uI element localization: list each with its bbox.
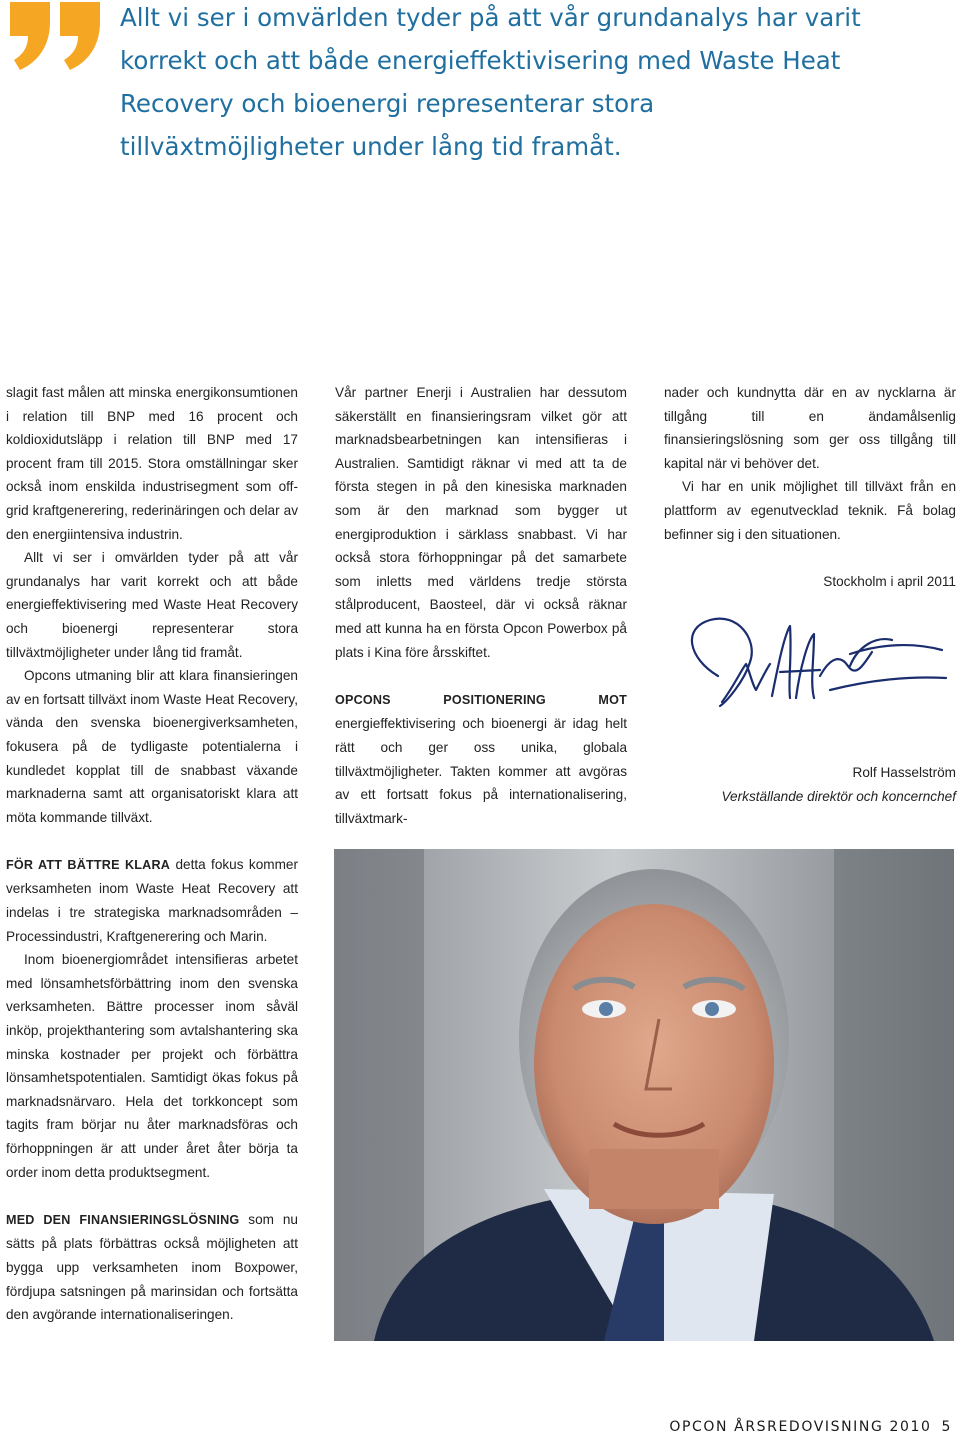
column1-text-4: detta fokus kommer verksamheten inom Waste Heat Recovery att indelas i tre strategiska marknadsområden – Processindustri, Kraftgenerering och Marin. xyxy=(6,856,298,944)
pull-quote: Allt vi ser i omvärlden tyder på att vår grundanalys har varit korrekt och att både energieffektivisering med Waste Heat Recovery och bioenergi representerar stora tillväxtmöjligheter under lång tid framåt. xyxy=(120,3,861,161)
signature xyxy=(680,606,950,718)
column1-lead-6: MED DEN FINANSIERINGSLÖSNING xyxy=(6,1212,240,1227)
signature-block xyxy=(664,761,956,808)
page-footer xyxy=(669,1419,952,1435)
column-2 xyxy=(335,381,627,830)
column-3 xyxy=(664,381,956,593)
column1-paragraph-4 xyxy=(6,853,298,948)
column2-lead-2: OPCONS POSITIONERING MOT xyxy=(335,692,627,707)
column1-paragraph-2: Allt vi ser i omvärlden tyder på att vår grundanalys har varit korrekt och att både energieffektivisering med Waste Heat Recovery och bioenergi representerar stora tillväxtmöjligheter under lång tid framåt. xyxy=(6,550,298,660)
page-number: 5 xyxy=(941,1419,952,1435)
column1-lead-4: FÖR ATT BÄTTRE KLARA xyxy=(6,857,171,872)
publication-title: OPCON ÅRSREDOVISNING 2010 xyxy=(669,1419,932,1435)
column2-paragraph-1: Vår partner Enerji i Australien har dessutom säkerställt en finansieringsram vilket gör att marknadsbearbetningen kan intensifieras i Australien. Samtidigt räknar vi med att ta de första stegen in på den kinesiska marknaden som är den marknad som bygger ut energiproduktion i särklass snabbast. Vi har också stora förhoppningar på det samarbete som inletts med världens tredje största stålproducent, Baosteel, där vi också räknar med att kunna ha en första Opcon Powerbox på plats i Kina före årsskiftet. xyxy=(335,385,627,660)
quote-icon xyxy=(6,0,106,72)
portrait-photo xyxy=(334,849,954,1341)
column3-paragraph-1: nader och kundnytta där en av nycklarna är tillgång till en ändamålsenlig finansieringslösning som ger oss tillgång till kapital när vi behöver det. xyxy=(664,385,956,471)
column1-paragraph-6 xyxy=(6,1208,298,1327)
column3-paragraph-2: Vi har en unik möjlighet till tillväxt från en plattform av egenutvecklad teknik. Få bolag befinner sig i den situationen. xyxy=(664,479,956,542)
signer-name: Rolf Hasselström xyxy=(852,765,956,780)
column1-text-6: som nu sätts på plats förbättras också möjligheten att bygga upp verksamheten inom Boxpower, fördjupa satsningen på marinsidan och fortsätta den avgörande internationaliseringen. xyxy=(6,1211,298,1323)
column2-text-2: energieffektivisering och bioenergi är idag helt rätt och ger oss unika, globala tillväxtmöjligheter. Takten kommer att avgöras av ett fortsatt fokus på internationalisering, tillväxtmark- xyxy=(335,716,627,826)
column1-paragraph-3: Opcons utmaning blir att klara finansieringen av en fortsatt tillväxt inom Waste Heat Recovery, vända den svenska bioenergiverksamheten, fokusera på de tydligaste potentialerna i kundledet kopplat till de snabbast växande marknaderna samt att organisatoriskt klara att möta kommande tillväxt. xyxy=(6,668,298,825)
column-1 xyxy=(6,381,298,1327)
column1-paragraph-1: slagit fast målen att minska energikonsumtionen i relation till BNP med 16 procent och koldioxidutsläpp i relation till BNP med 17 procent fram till 2015. Stora omställningar sker också inom enskilda industrisegment som off-grid kraftgenerering, rederinäringen och delar av den energiintensiva industrin. xyxy=(6,385,298,542)
place-date: Stockholm i april 2011 xyxy=(823,573,956,589)
column2-paragraph-2 xyxy=(335,688,627,831)
column1-paragraph-5: Inom bioenergiområdet intensifieras arbetet med lönsamhetsförbättring inom den svenska verksamheten. Bättre processer inom såväl inköp, projekthantering som avtalshantering ska minska kostnader per projekt och förbättra lönsamhetspotentialen. Samtidigt ökas fokus på marknadsnärvaro. Hela det torkkoncept som tagits fram börjar nu åter marknadsföras och förhoppningen är att under året åter börja ta order inom detta produktsegment. xyxy=(6,952,298,1180)
signer-title: Verkställande direktör och koncernchef xyxy=(721,788,956,804)
